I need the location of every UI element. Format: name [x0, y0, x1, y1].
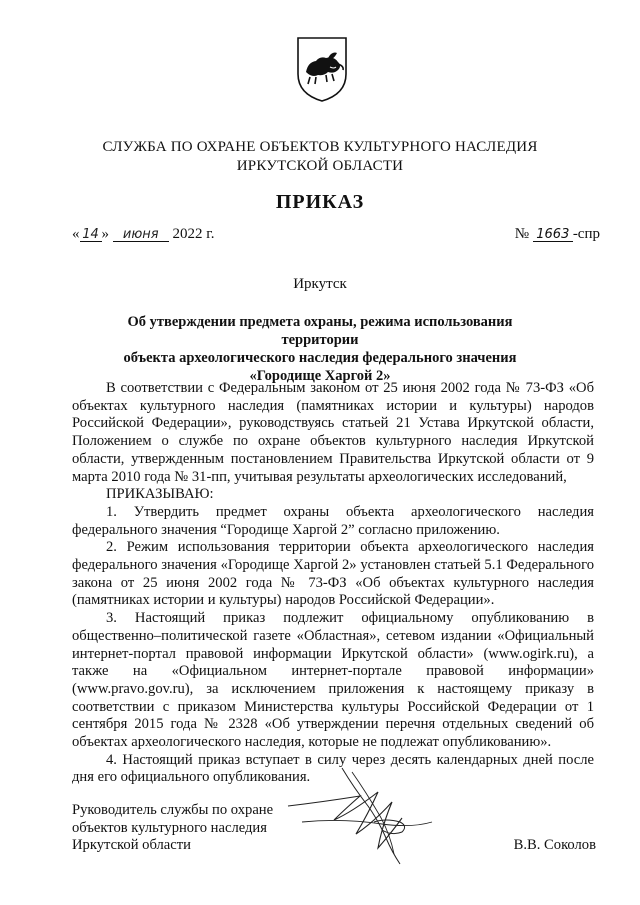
number-value: 1663 [533, 228, 573, 242]
city: Иркутск [293, 276, 347, 292]
item-1-paragraph: 1. Утвердить предмет охраны объекта археологического наследия федерального значения “Городище Харгой 2” согласно приложению. [72, 503, 594, 538]
position-line-3: Иркутской области [72, 837, 191, 853]
item-3-paragraph: 3. Настоящий приказ подлежит официальному опубликованию в общественно–политической газете «Областная», сетевом издании «Официальный интернет-портал правовой информации Иркутской области» (www.ogirk.ru), а также на «Официальном интернет-портале правовой информации» (www.pravo.gov.ru), за исключением приложения к настоящему приказу в соответствии с приказом Министерства культуры Российской Федерации от 1 сентября 2015 года № 2328 «Об утверждении перечня отдельных сведений об объектах археологического наследия, которые не подлежат опубликованию». [72, 610, 594, 751]
date-month: июня [113, 228, 169, 242]
document-subject [90, 313, 550, 385]
subject-line-2: объекта археологического наследия федерального значения [123, 350, 517, 366]
date-day: 14 [80, 228, 102, 242]
subject-line-3: «Городище Харгой 2» [249, 368, 391, 384]
org-line-2: ИРКУТСКОЙ ОБЛАСТИ [236, 158, 404, 174]
document-date [72, 226, 214, 243]
document-number [515, 226, 600, 243]
document-type: ПРИКАЗ [275, 191, 365, 213]
organization-name [0, 138, 640, 176]
handwritten-signature [282, 762, 442, 872]
coat-of-arms-icon [294, 34, 350, 104]
preamble-paragraph: В соответствии с Федеральным законом от 25 июня 2002 года № 73-ФЗ «Об объектах культурного наследия (памятниках истории и культуры) народов Российской Федерации», руководствуясь статьей 21 Устава Иркутской области, Положением о службе по охране объектов культурного наследия Иркутской области, утвержденным постановлением Правительства Иркутской области от 9 марта 2010 года № 31-пп, учитывая результаты археологических исследований, [72, 380, 594, 485]
document-body [72, 380, 594, 787]
position-line-1: Руководитель службы по охране [72, 802, 274, 818]
date-quote-close: » [101, 226, 109, 242]
item-4-paragraph: 4. Настоящий приказ вступает в силу через десять календарных дней после дня его официального опубликования. [72, 751, 594, 786]
date-year: 2022 г. [172, 226, 215, 242]
order-word: ПРИКАЗЫВАЮ: [106, 486, 214, 503]
number-suffix: -спр [572, 226, 600, 242]
signatory-name: В.В. Соколов [513, 837, 596, 853]
signatory-position [72, 802, 292, 855]
date-quote-open: « [72, 226, 80, 242]
org-line-1: СЛУЖБА ПО ОХРАНЕ ОБЪЕКТОВ КУЛЬТУРНОГО НАСЛЕДИЯ [102, 139, 538, 155]
subject-line-1: Об утверждении предмета охраны, режима использования территории [127, 314, 513, 348]
item-2-paragraph: 2. Режим использования территории объекта археологического наследия федерального значения «Городище Харгой 2» установлен статьей 5.1 Федерального закона от 25 июня 2002 года № 73-ФЗ «Об объектах культурного наследия (памятниках истории и культуры) народов Российской Федерации». [72, 539, 594, 609]
position-line-2: объектов культурного наследия [72, 819, 267, 836]
number-prefix: № [514, 226, 530, 242]
